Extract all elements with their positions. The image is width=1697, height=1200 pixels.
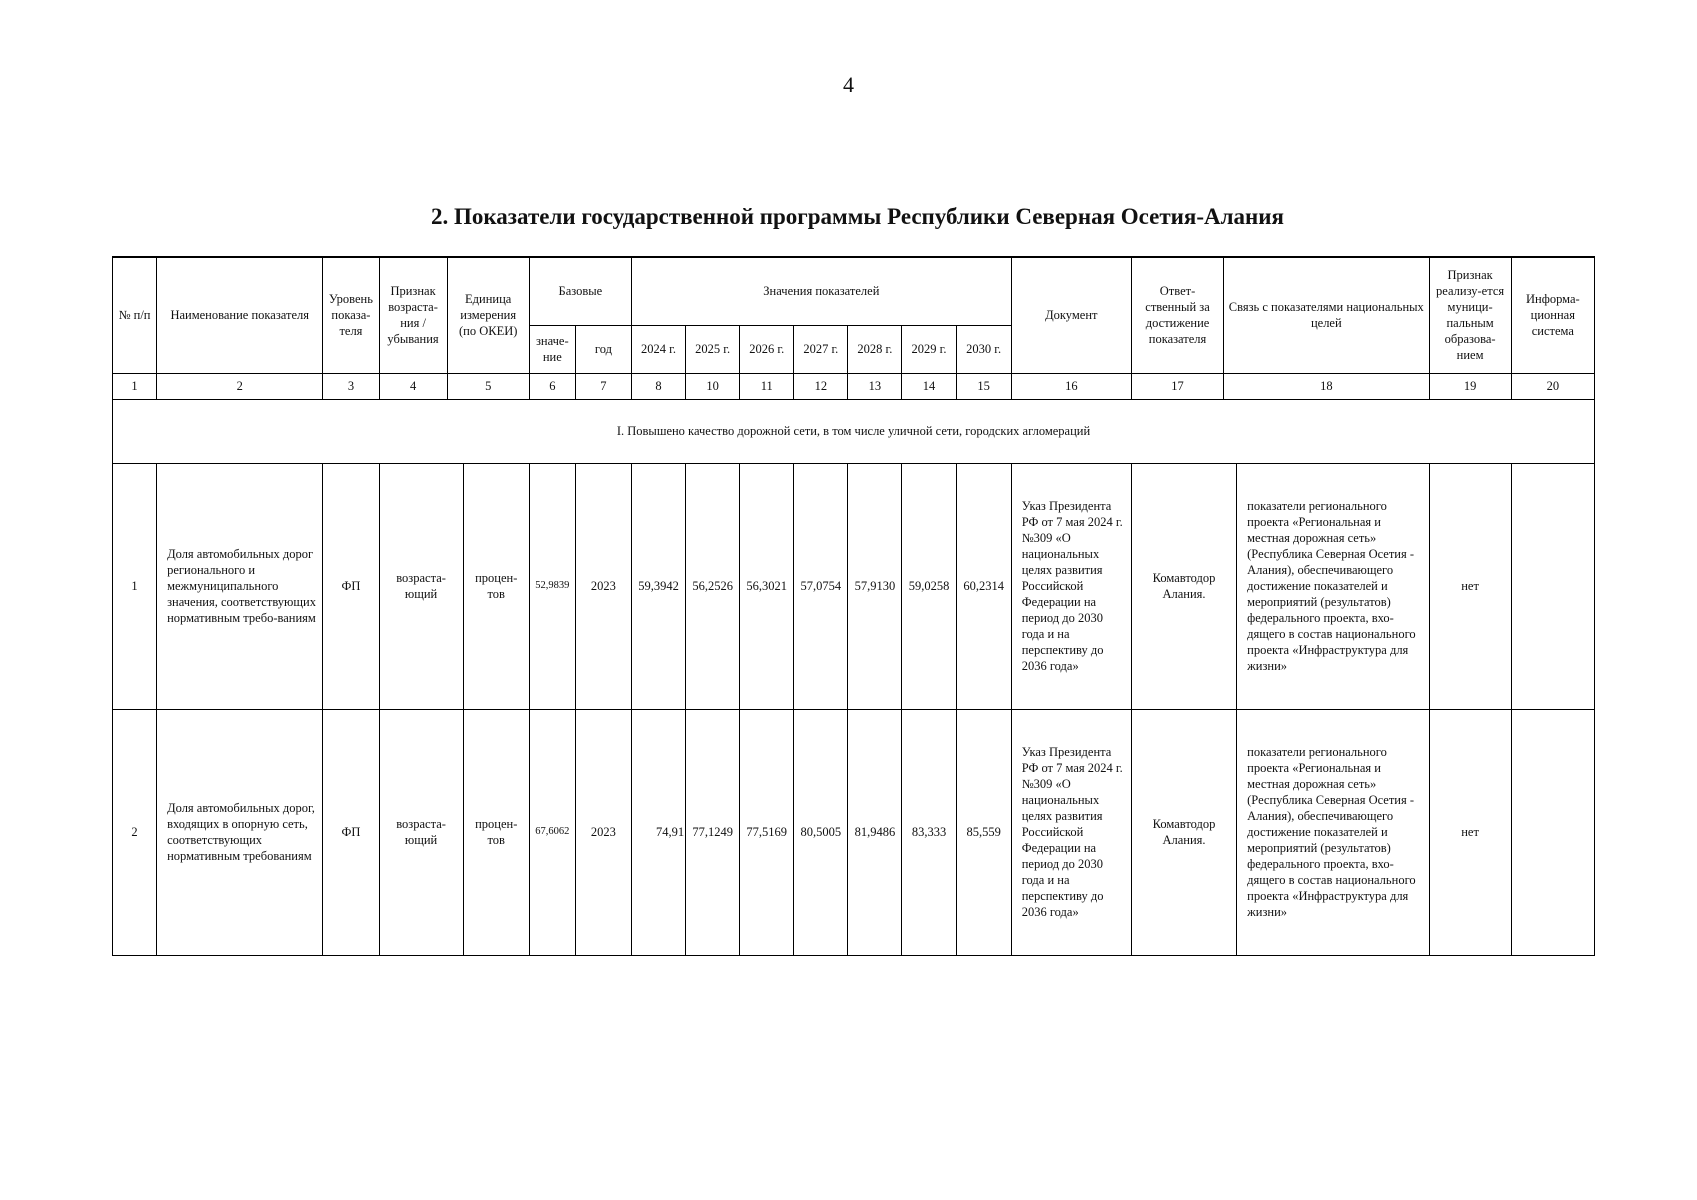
column-numbers-row — [113, 373, 1595, 399]
indicator-level: ФП — [323, 709, 379, 955]
page-number: 4 — [843, 72, 854, 97]
column-number: 11 — [740, 373, 794, 399]
header-trend: Признак возраста-ния / убывания — [379, 257, 447, 373]
column-number: 3 — [323, 373, 379, 399]
year-value: 77,1249 — [686, 709, 740, 955]
header-year: 2026 г. — [740, 325, 794, 373]
header-year: 2024 г. — [631, 325, 685, 373]
header-year: 2027 г. — [794, 325, 848, 373]
base-year: 2023 — [575, 709, 631, 955]
header-base-value: значе-ние — [529, 325, 575, 373]
year-value: 80,5005 — [794, 709, 848, 955]
column-number: 7 — [575, 373, 631, 399]
document-text: Указ Президента РФ от 7 мая 2024 г. №309 «О национальных целях развития Российской Федерации на период до 2030 года и на перспективу до 2036 года» — [1011, 463, 1131, 709]
header-year: 2028 г. — [848, 325, 902, 373]
year-value: 59,0258 — [902, 463, 956, 709]
indicator-level: ФП — [323, 463, 379, 709]
column-number: 1 — [113, 373, 157, 399]
column-number: 13 — [848, 373, 902, 399]
column-number: 18 — [1224, 373, 1429, 399]
column-number: 10 — [686, 373, 740, 399]
row-num: 2 — [113, 709, 157, 955]
header-document: Документ — [1011, 257, 1131, 373]
year-value: 83,333 — [902, 709, 956, 955]
year-value: 81,9486 — [848, 709, 902, 955]
document-text: Указ Президента РФ от 7 мая 2024 г. №309 «О национальных целях развития Российской Федерации на период до 2030 года и на перспективу до 2036 года» — [1011, 709, 1131, 955]
base-value: 67,6062 — [529, 709, 575, 955]
info-system — [1511, 463, 1594, 709]
header-row — [113, 257, 1595, 325]
year-value: 59,3942 — [631, 463, 685, 709]
year-value: 56,3021 — [740, 463, 794, 709]
header-link: Связь с показателями национальных целей — [1224, 257, 1429, 373]
national-goals-link: показатели регионального проекта «Региональная и местная дорожная сеть» (Республика Северная Осетия - Алания), обеспечивающего достижение показателей и мероприятий (результатов) федерального проекта, вхо-дящего в состав национального проекта «Инфраструктура для жизни» — [1237, 709, 1429, 955]
column-number: 16 — [1011, 373, 1131, 399]
indicator-trend: возраста-ющий — [379, 709, 463, 955]
year-value: 57,0754 — [794, 463, 848, 709]
header-year: 2029 г. — [902, 325, 956, 373]
page-title: 2. Показатели государственной программы Республики Северная Осетия-Алания — [431, 204, 1284, 229]
municipal-flag: нет — [1429, 463, 1511, 709]
header-municipal: Признак реализу-ется муници-пальным образова-нием — [1429, 257, 1511, 373]
year-value: 77,5169 — [740, 709, 794, 955]
header-year: 2025 г. — [686, 325, 740, 373]
column-number: 2 — [157, 373, 323, 399]
column-number: 6 — [529, 373, 575, 399]
column-number: 20 — [1511, 373, 1594, 399]
year-value: 57,9130 — [848, 463, 902, 709]
indicators-table — [112, 256, 1595, 956]
header-name: Наименование показателя — [157, 257, 323, 373]
indicator-unit: процен-тов — [463, 463, 529, 709]
header-values: Значения показателей — [631, 257, 1011, 325]
column-number: 12 — [794, 373, 848, 399]
header-base: Базовые — [529, 257, 631, 325]
table-row — [113, 709, 1595, 955]
base-value: 52,9839 — [529, 463, 575, 709]
municipal-flag: нет — [1429, 709, 1511, 955]
indicator-unit: процен-тов — [463, 709, 529, 955]
header-num: № п/п — [113, 257, 157, 373]
year-value: 56,2526 — [686, 463, 740, 709]
responsible-text: Комавтодор Алания. — [1131, 463, 1236, 709]
header-level: Уровень показа-теля — [323, 257, 379, 373]
column-number: 19 — [1429, 373, 1511, 399]
year-value: 85,559 — [956, 709, 1011, 955]
column-number: 17 — [1131, 373, 1223, 399]
column-number: 8 — [631, 373, 685, 399]
header-unit: Единица измерения (по ОКЕИ) — [447, 257, 529, 373]
indicator-name: Доля автомобильных дорог, входящих в опорную сеть, соответствующих нормативным требованиям — [157, 709, 323, 955]
section-title: I. Повышено качество дорожной сети, в том числе уличной сети, городских агломераций — [113, 399, 1595, 463]
column-number: 14 — [902, 373, 956, 399]
national-goals-link: показатели регионального проекта «Региональная и местная дорожная сеть» (Республика Северная Осетия - Алания), обеспечивающего достижение показателей и мероприятий (результатов) федерального проекта, вхо-дящего в состав национального проекта «Инфраструктура для жизни» — [1237, 463, 1429, 709]
responsible-text: Комавтодор Алания. — [1131, 709, 1236, 955]
base-year: 2023 — [575, 463, 631, 709]
column-number: 5 — [447, 373, 529, 399]
indicator-trend: возраста-ющий — [379, 463, 463, 709]
indicator-name: Доля автомобильных дорог регионального и межмуниципального значения, соответствующих нормативным требо-ваниям — [157, 463, 323, 709]
header-responsible: Ответ-ственный за достижение показателя — [1131, 257, 1223, 373]
header-year: 2030 г. — [956, 325, 1011, 373]
header-base-year: год — [575, 325, 631, 373]
year-value: 74,91 — [631, 709, 685, 955]
column-number: 15 — [956, 373, 1011, 399]
info-system — [1511, 709, 1594, 955]
column-number: 4 — [379, 373, 447, 399]
header-info-system: Информа-ционная система — [1511, 257, 1594, 373]
table-row — [113, 463, 1595, 709]
section-row — [113, 399, 1595, 463]
year-value: 60,2314 — [956, 463, 1011, 709]
row-num: 1 — [113, 463, 157, 709]
